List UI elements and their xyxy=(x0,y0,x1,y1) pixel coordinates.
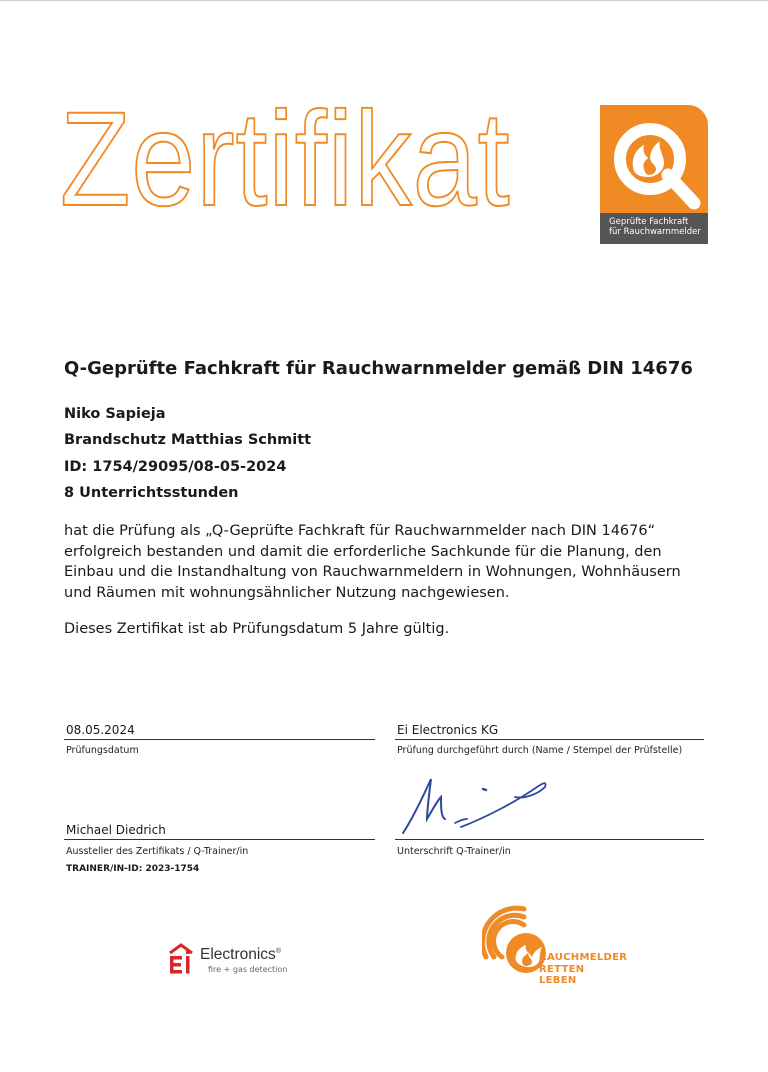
training-hours: 8 Unterrichtsstunden xyxy=(64,485,239,501)
rrl-wordmark xyxy=(539,952,627,987)
q-logo-icon xyxy=(600,105,708,213)
badge-caption-line2: für Rauchwarnmelder xyxy=(609,227,701,237)
issuer-label: Aussteller des Zertifikats / Q-Trainer/in xyxy=(66,846,249,857)
exam-date-line xyxy=(64,739,375,740)
qualification-heading: Q-Geprüfte Fachkraft für Rauchwarnmelder gemäß DIN 14676 xyxy=(64,358,693,379)
signature-label: Unterschrift Q-Trainer/in xyxy=(397,846,511,857)
validity-note: Dieses Zertifikat ist ab Prüfungsdatum 5 Jahre gültig. xyxy=(64,621,450,637)
exam-org-line xyxy=(395,739,704,740)
holder-name: Niko Sapieja xyxy=(64,406,166,422)
exam-date-value: 08.05.2024 xyxy=(66,723,135,737)
issuer-name-value: Michael Diedrich xyxy=(66,823,166,837)
badge-caption xyxy=(600,213,708,244)
q-badge-logo xyxy=(600,105,708,244)
issuer-line xyxy=(64,839,375,840)
exam-date-label: Prüfungsdatum xyxy=(66,745,139,756)
ei-tagline: fire + gas detection xyxy=(208,965,288,974)
exam-org-value: Ei Electronics KG xyxy=(397,723,499,737)
holder-company: Brandschutz Matthias Schmitt xyxy=(64,432,312,448)
certificate-id: ID: 1754/29095/08-05-2024 xyxy=(64,459,287,475)
rrl-line1: RAUCHMELDER xyxy=(539,952,628,963)
certificate-title: Zertifikat xyxy=(60,85,511,234)
badge-caption-line1: Geprüfte Fachkraft xyxy=(609,217,689,227)
rrl-line2: RETTEN xyxy=(539,963,585,975)
handwritten-signature xyxy=(397,771,567,837)
rauchmelder-retten-leben-logo xyxy=(482,905,632,989)
signature-line xyxy=(395,839,704,840)
ei-electronics-wordmark: Electronics® xyxy=(200,946,281,963)
exam-org-label: Prüfung durchgeführt durch (Name / Stempel der Prüfstelle) xyxy=(397,745,683,756)
trainer-id: TRAINER/IN-ID: 2023-1754 xyxy=(66,864,200,874)
rrl-line3: LEBEN xyxy=(539,975,577,986)
ei-house-icon xyxy=(168,943,194,975)
certificate-body-text: hat die Prüfung als „Q-Geprüfte Fachkraft für Rauchwarnmelder nach DIN 14676“ erfolgreich bestanden und damit die erforderliche Sachkunde für die Planung, den Einbau und die Instandhaltung von Rauchwarnmeldern in Wohnungen, Wohnhäusern und Räumen mit wohnungsähnlicher Nutzung nachgewiesen. xyxy=(64,523,681,601)
ei-electronics-logo xyxy=(168,943,298,977)
